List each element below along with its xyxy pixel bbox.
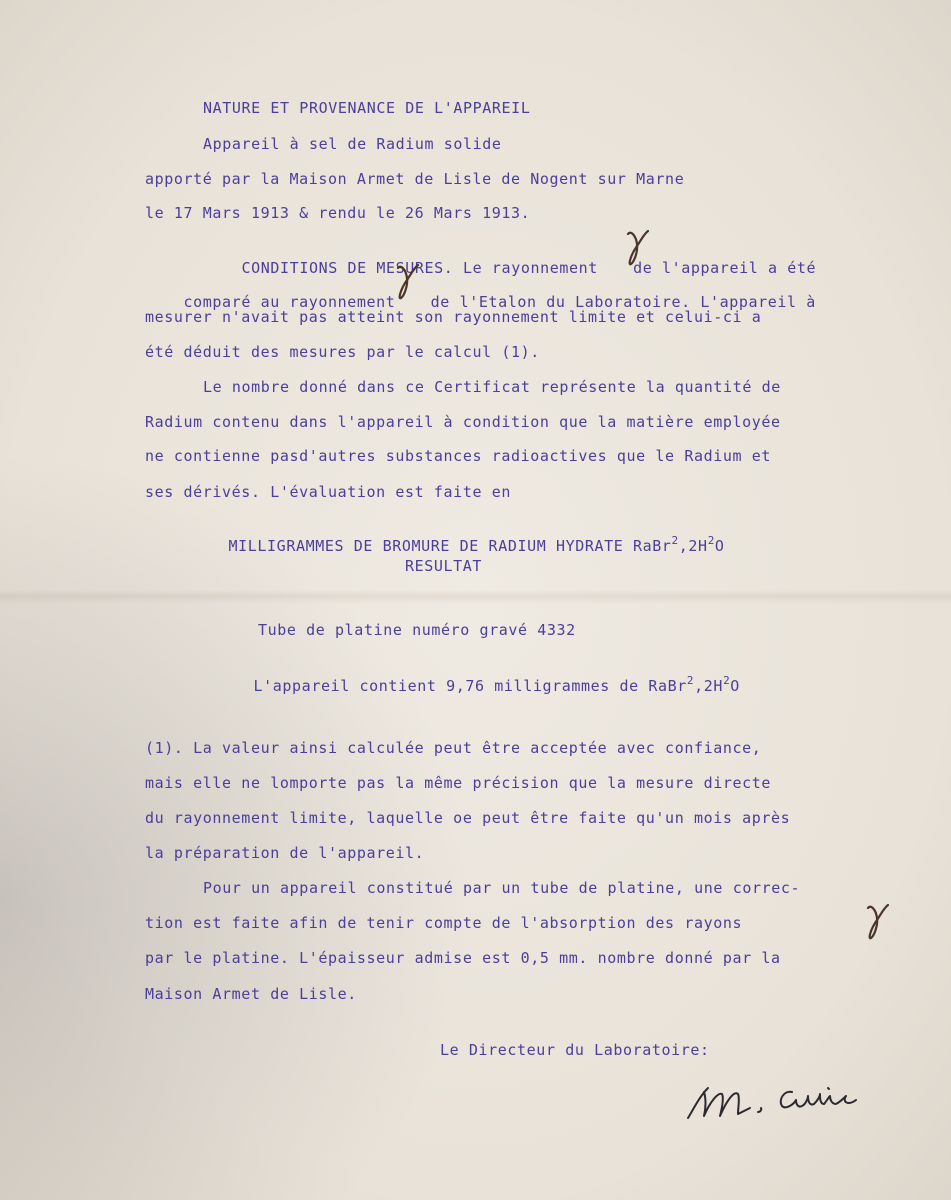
result-heading: RESULTAT <box>405 557 483 575</box>
document-heading: NATURE ET PROVENANCE DE L'APPAREIL <box>203 99 531 117</box>
conditions-line-2-end: de l'Etalon du Laboratoire. L'appareil à <box>421 293 816 311</box>
unit-superscript-1: 2 <box>671 534 679 547</box>
conditions-line-2-start: comparé au rayonnement <box>183 293 406 311</box>
result-content-text: L'appareil contient 9,76 milligrammes de RaBr <box>253 677 687 695</box>
unit-middle: ,2H <box>678 537 708 555</box>
footnote-line-4: la préparation de l'appareil. <box>145 844 425 862</box>
conditions-line-4: été déduit des mesures par le calcul (1). <box>145 343 540 361</box>
unit-end: O <box>714 537 725 555</box>
platinum-note-line-2: tion est faite afin de tenir compte de l'absorption des rayons <box>145 914 743 932</box>
conditions-line-3: mesurer n'avait pas atteint son rayonnement limite et celui-ci a <box>145 308 762 326</box>
handwritten-gamma-3 <box>862 902 892 942</box>
certificate-note-line-2: Radium contenu dans l'appareil à condition que la matière employée <box>145 413 781 431</box>
footnote-line-1: (1). La valeur ainsi calculée peut être acceptée avec confiance, <box>145 739 762 757</box>
provenance-line-2: apporté par la Maison Armet de Lisle de Nogent sur Marne <box>145 170 685 188</box>
handwritten-signature <box>680 1068 900 1128</box>
provenance-line-3: le 17 Mars 1913 & rendu le 26 Mars 1913. <box>145 204 531 222</box>
conditions-line-1-start: CONDITIONS DE MESURES. Le rayonnement <box>241 259 608 277</box>
signatory-title: Le Directeur du Laboratoire: <box>440 1041 710 1059</box>
footnote-line-2: mais elle ne lomporte pas la même précision que la mesure directe <box>145 774 771 792</box>
provenance-line-1: Appareil à sel de Radium solide <box>203 135 502 153</box>
result-superscript-1: 2 <box>686 674 695 687</box>
conditions-line-1-end: de l'appareil a été <box>623 259 817 277</box>
unit-superscript-2: 2 <box>707 534 715 547</box>
certificate-note-line-4: ses dérivés. L'évaluation est faite en <box>145 483 511 501</box>
platinum-note-line-3: par le platine. L'épaisseur admise est 0,5 mm. nombre donné par la <box>145 949 781 967</box>
result-tube-line: Tube de platine numéro gravé 4332 <box>258 621 576 639</box>
result-content-middle: ,2H <box>694 677 724 695</box>
platinum-note-line-4: Maison Armet de Lisle. <box>145 985 357 1003</box>
certificate-note-line-1: Le nombre donné dans ce Certificat représente la quantité de <box>203 378 781 396</box>
handwritten-gamma-1 <box>622 228 652 268</box>
platinum-note-line-1: Pour un appareil constitué par un tube de platine, une correc- <box>203 879 801 897</box>
result-content-end: O <box>730 677 740 695</box>
result-superscript-2: 2 <box>723 674 731 687</box>
footnote-line-3: du rayonnement limite, laquelle oe peut être faite qu'un mois après <box>145 809 791 827</box>
handwritten-gamma-2 <box>392 262 422 302</box>
certificate-note-line-3: ne contienne pasd'autres substances radioactives que le Radium et <box>145 447 771 465</box>
result-content-line <box>215 656 740 718</box>
unit-text: MILLIGRAMMES DE BROMURE DE RADIUM HYDRATE RaBr <box>228 537 672 555</box>
